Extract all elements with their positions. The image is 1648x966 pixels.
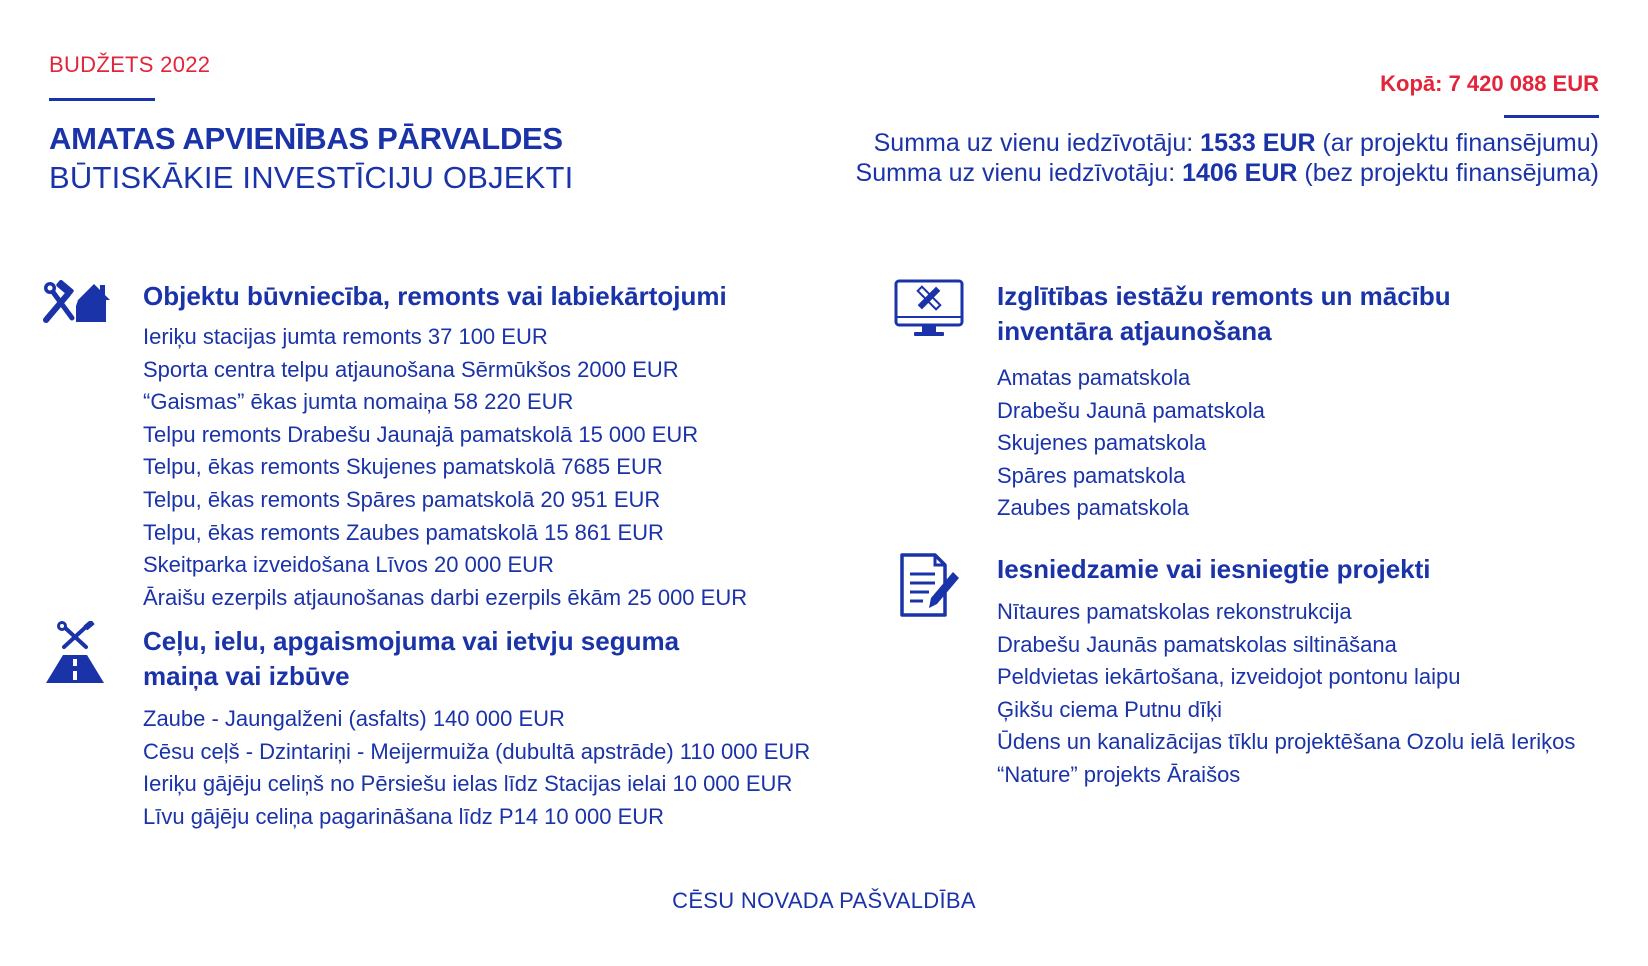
projects-list bbox=[997, 596, 1575, 792]
list-item: Drabešu Jaunā pamatskola bbox=[997, 397, 1265, 423]
list-item: Zaubes pamatskola bbox=[997, 495, 1189, 521]
house-tools-icon bbox=[42, 276, 110, 324]
header-divider-right bbox=[1504, 115, 1599, 118]
per-capita-suffix: (ar projektu finansējumu) bbox=[1315, 129, 1599, 157]
education-section-title bbox=[997, 279, 1451, 349]
list-item: Sporta centra telpu atjaunošana Sērmūkšos 2000 EUR bbox=[143, 356, 679, 382]
list-item: “Gaismas” ēkas jumta nomaiņa 58 220 EUR bbox=[143, 389, 574, 415]
education-title-line: inventāra atjaunošana bbox=[997, 316, 1272, 346]
construction-section-title: Objektu būvniecība, remonts vai labiekārtojumi bbox=[143, 281, 727, 311]
budget-label: BUDŽETS 2022 bbox=[49, 52, 211, 77]
per-capita-amount: 1406 EUR bbox=[1182, 159, 1298, 187]
roads-section-title bbox=[143, 624, 679, 694]
per-capita-with-funding bbox=[874, 129, 1599, 158]
list-item: Peldvietas iekārtošana, izveidojot pontonu laipu bbox=[997, 664, 1461, 690]
page-title: AMATAS APVIENĪBAS PĀRVALDES bbox=[49, 121, 563, 156]
list-item: Nītaures pamatskolas rekonstrukcija bbox=[997, 599, 1352, 624]
list-item: Drabešu Jaunās pamatskolas siltināšana bbox=[997, 631, 1397, 657]
list-item: Ieriķu gājēju celiņš no Pērsiešu ielas līdz Stacijas ielai 10 000 EUR bbox=[143, 771, 793, 797]
education-title-line: Izglītības iestāžu remonts un mācību bbox=[997, 281, 1451, 311]
construction-list bbox=[143, 321, 747, 614]
list-item: Ģikšu ciema Putnu dīķi bbox=[997, 696, 1222, 722]
footer-organization: CĒSU NOVADA PAŠVALDĪBA bbox=[672, 888, 976, 913]
list-item: Ūdens un kanalizācijas tīklu projektēšana Ozolu ielā Ieriķos bbox=[997, 729, 1576, 755]
list-item: Telpu, ēkas remonts Zaubes pamatskolā 15 861 EUR bbox=[143, 519, 664, 545]
page-subtitle: BŪTISKĀKIE INVESTĪCIJU OBJEKTI bbox=[49, 160, 574, 195]
roads-title-line: Ceļu, ielu, apgaismojuma vai ietvju seguma bbox=[143, 626, 680, 656]
list-item: Āraišu ezerpils atjaunošanas darbi ezerpils ēkām 25 000 EUR bbox=[143, 584, 748, 610]
monitor-pencil-ruler-icon bbox=[894, 279, 964, 339]
per-capita-prefix: Summa uz vienu iedzīvotāju: bbox=[855, 159, 1183, 187]
education-list bbox=[997, 362, 1265, 525]
list-item: Zaube - Jaungalženi (asfalts) 140 000 EUR bbox=[143, 706, 565, 731]
list-item: Skeitparka izveidošana Līvos 20 000 EUR bbox=[143, 552, 554, 578]
per-capita-suffix: (bez projektu finansējuma) bbox=[1297, 159, 1599, 187]
per-capita-without-funding bbox=[856, 159, 1599, 188]
projects-section-title: Iesniedzamie vai iesniegtie projekti bbox=[997, 554, 1431, 584]
list-item: Telpu, ēkas remonts Skujenes pamatskolā 7685 EUR bbox=[143, 454, 663, 480]
per-capita-amount: 1533 EUR bbox=[1200, 129, 1316, 157]
list-item: Amatas pamatskola bbox=[997, 365, 1191, 390]
roads-title-line: maiņa vai izbūve bbox=[143, 661, 350, 691]
list-item: Ieriķu stacijas jumta remonts 37 100 EUR bbox=[143, 324, 548, 349]
list-item: Līvu gājēju celiņa pagarināšana līdz P14 10 000 EUR bbox=[143, 803, 665, 829]
document-pen-icon bbox=[899, 552, 961, 618]
header-divider-left bbox=[49, 98, 155, 101]
list-item: Telpu, ēkas remonts Spāres pamatskolā 20 951 EUR bbox=[143, 486, 661, 512]
per-capita-prefix: Summa uz vienu iedzīvotāju: bbox=[873, 129, 1201, 157]
total-amount: Kopā: 7 420 088 EUR bbox=[1380, 71, 1599, 96]
list-item: Cēsu ceļš - Dzintariņi - Meijermuiža (dubultā apstrāde) 110 000 EUR bbox=[143, 738, 811, 764]
list-item: “Nature” projekts Āraišos bbox=[997, 761, 1241, 787]
roads-list bbox=[143, 703, 810, 833]
list-item: Spāres pamatskola bbox=[997, 462, 1186, 488]
road-tools-icon bbox=[44, 621, 106, 683]
list-item: Skujenes pamatskola bbox=[997, 430, 1207, 456]
list-item: Telpu remonts Drabešu Jaunajā pamatskolā 15 000 EUR bbox=[143, 421, 699, 447]
